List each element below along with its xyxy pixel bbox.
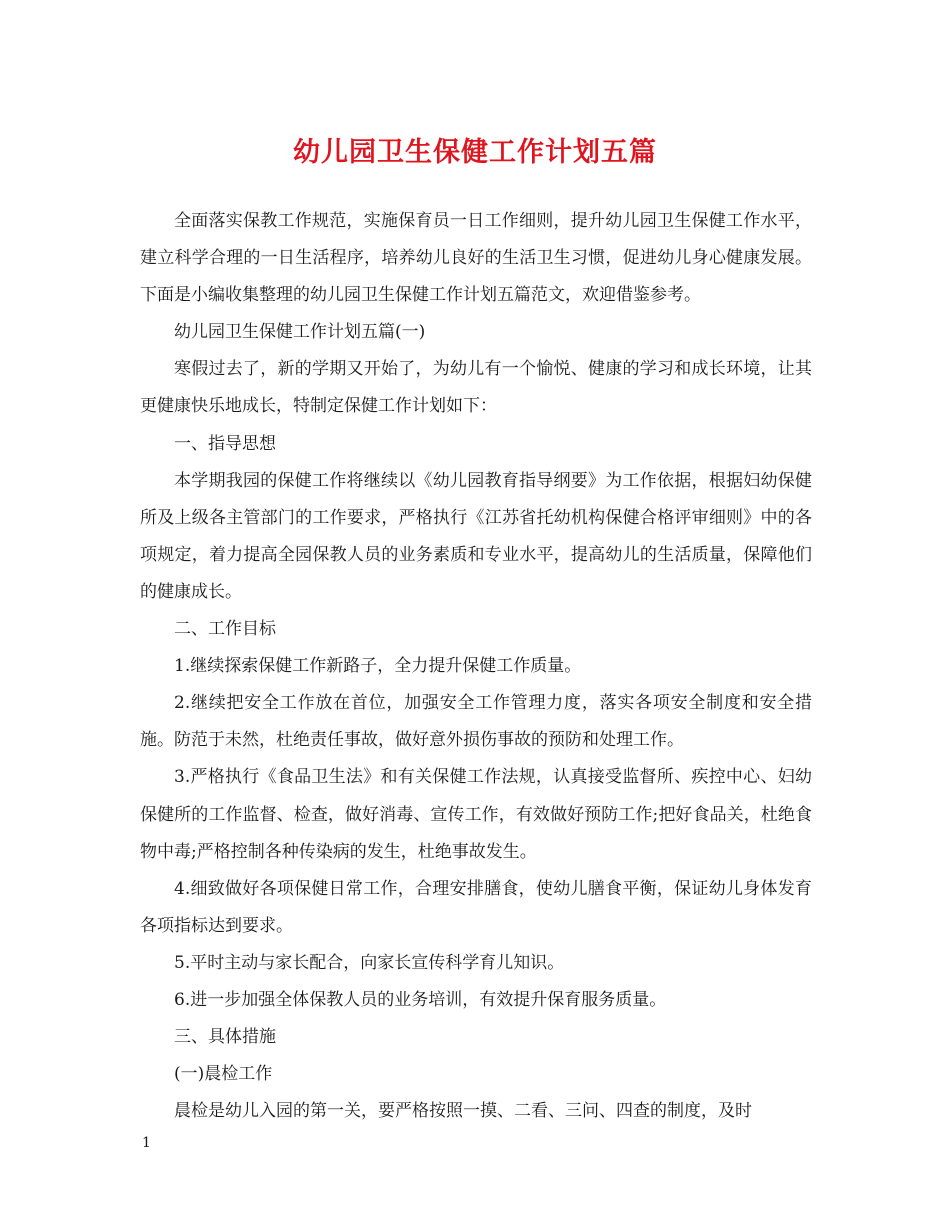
paragraph: 寒假过去了，新的学期又开始了，为幼儿有一个愉悦、健康的学习和成长环境，让其更健康快乐地成长，特制定保健工作计划如下：: [140, 359, 812, 417]
paragraph-list-item: 2.继续把安全工作放在首位，加强安全工作管理力度，落实各项安全制度和安全措施。防范于未然，杜绝责任事故，做好意外损伤事故的预防和处理工作。: [140, 693, 812, 751]
document-title: 幼儿园卫生保健工作计划五篇: [293, 137, 657, 168]
paragraph-heading: 三、具体措施: [174, 1027, 276, 1048]
paragraph-list-item: 6.进一步加强全体保教人员的业务培训，有效提升保育服务质量。: [174, 989, 667, 1010]
paragraph-list-item: 3.严格执行《食品卫生法》和有关保健工作法规，认真接受监督所、疾控中心、妇幼保健所的工作监督、检查，做好消毒、宣传工作，有效做好预防工作;把好食品关，杜绝食物中毒;严格控制各种传染病的发生，杜绝事故发生。: [140, 767, 812, 862]
paragraph: 晨检是幼儿入园的第一关，要严格按照一摸、二看、三问、四查的制度，及时: [174, 1101, 752, 1122]
document-body: [140, 203, 812, 1130]
paragraph: 本学期我园的保健工作将继续以《幼儿园教育指导纲要》为工作依据，根据妇幼保健所及上级各主管部门的工作要求，严格执行《江苏省托幼机构保健合格评审细则》中的各项规定，着力提高全园保教人员的业务素质和专业水平，提高幼儿的生活质量，保障他们的健康成长。: [140, 470, 812, 602]
paragraph-list-item: 5.平时主动与家长配合，向家长宣传科学育儿知识。: [174, 952, 565, 973]
paragraph-section-heading: 幼儿园卫生保健工作计划五篇(一): [174, 322, 426, 343]
paragraph-subheading: (一)晨检工作: [174, 1064, 273, 1085]
paragraph-list-item: 4.细致做好各项保健日常工作，合理安排膳食，使幼儿膳食平衡，保证幼儿身体发育各项指标达到要求。: [140, 878, 812, 936]
paragraph-heading: 一、指导思想: [174, 433, 276, 454]
paragraph-list-item: 1.继续探索保健工作新路子，全力提升保健工作质量。: [174, 656, 582, 677]
paragraph-intro: 全面落实保教工作规范，实施保育员一日工作细则，提升幼儿园卫生保健工作水平，建立科学合理的一日生活程序，培养幼儿良好的生活卫生习惯，促进幼儿身心健康发展。下面是小编收集整理的幼儿园卫生保健工作计划五篇范文，欢迎借鉴参考。: [140, 211, 812, 306]
paragraph-heading: 二、工作目标: [174, 619, 276, 640]
page-number: 1: [142, 1135, 151, 1151]
